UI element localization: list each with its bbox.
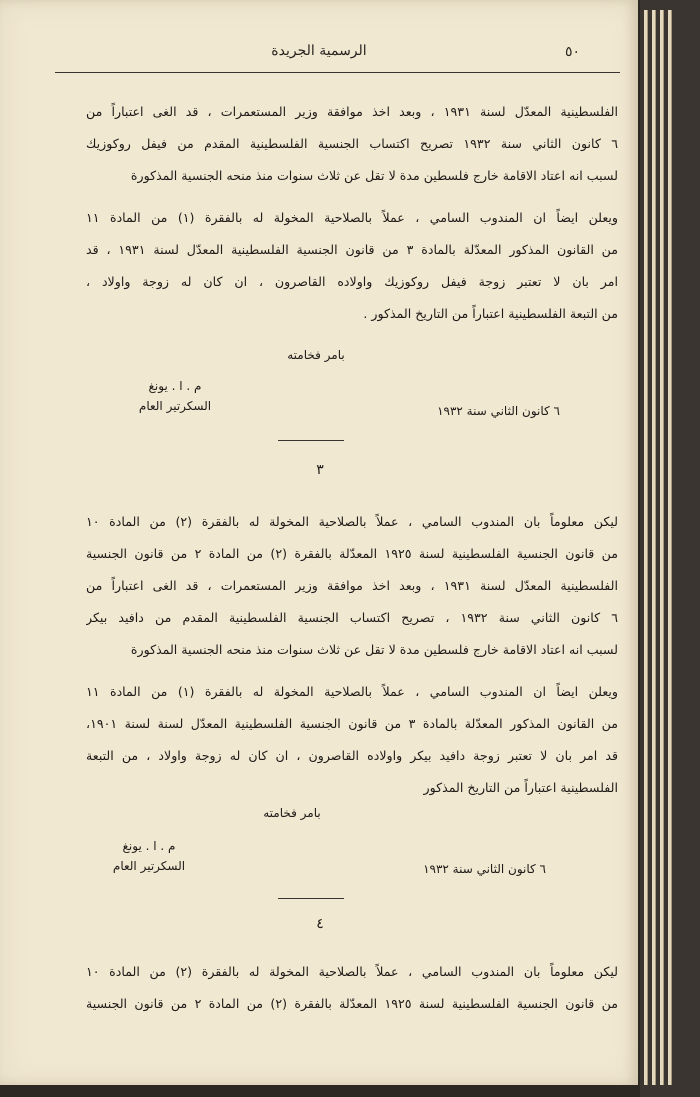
notice-date: ٦ كانون الثاني سنة ١٩٣٢ xyxy=(437,404,560,418)
text-line: من قانون الجنسية الفلسطينية لسنة ١٩٢٥ المعدّلة بالفقرة (٢) من المادة ٢ من قانون الجنسية xyxy=(86,546,618,561)
text-line: الفلسطينية المعدّل لسنة ١٩٣١ ، وبعد اخذ موافقة وزير المستعمرات ، قد الغى اعتباراً من xyxy=(86,104,618,119)
text-line: امر بان لا تعتبر زوجة فيفل روكوزيك واولاده القاصرون ، ان كان له زوجة واولاد ، xyxy=(86,274,618,289)
text-line: ليكن معلوماً بان المندوب السامي ، عملاً بالصلاحية المخولة له بالفقرة (٢) من المادة ١٠ xyxy=(86,514,618,529)
signer-name: م . ا . يونغ xyxy=(148,379,202,393)
section-divider xyxy=(278,440,344,441)
paragraph xyxy=(86,202,618,330)
text-line: ٦ كانون الثاني سنة ١٩٣٢ ، تصريح اكتساب الجنسية الفلسطينية المقدم من دافيد بيكر xyxy=(86,610,618,625)
text-line: الفلسطينية اعتباراً من التاريخ المذكور xyxy=(423,780,618,795)
text-line: من التبعة الفلسطينية اعتباراً من التاريخ المذكور . xyxy=(363,306,618,321)
page-edge xyxy=(660,10,664,1085)
signer-title: السكرتير العام xyxy=(112,859,186,873)
signature-block xyxy=(94,836,204,876)
paragraph xyxy=(86,506,618,666)
paragraph xyxy=(86,956,618,1020)
section-divider xyxy=(278,898,344,899)
page-header-title: الرسمية الجريدة xyxy=(271,43,367,59)
paragraph xyxy=(86,676,618,804)
header-rule xyxy=(55,72,620,73)
by-order-line: بامر فخامته xyxy=(263,806,321,820)
text-line: ويعلن ايضاً ان المندوب السامي ، عملاً بالصلاحية المخولة له بالفقرة (١) من المادة ١١ xyxy=(86,684,618,699)
signer-name: م . ا . يونغ xyxy=(122,839,176,853)
signer-title: السكرتير العام xyxy=(138,399,212,413)
page-number: ٥٠ xyxy=(565,44,581,60)
notice-date: ٦ كانون الثاني سنة ١٩٣٢ xyxy=(423,862,546,876)
text-line: من القانون المذكور المعدّلة بالمادة ٣ من قانون الجنسية الفلسطينية المعدّل لسنة لسنة ١٩٠١، xyxy=(86,716,618,731)
section-number: ٤ xyxy=(316,916,324,932)
page-edge xyxy=(652,10,656,1085)
paragraph xyxy=(86,96,618,192)
text-line: من قانون الجنسية الفلسطينية لسنة ١٩٢٥ المعدّلة بالفقرة (٢) من المادة ٢ من قانون الجنسية xyxy=(86,996,618,1011)
text-line: قد امر بان لا تعتبر زوجة دافيد بيكر واولاده القاصرون ، ان كان له زوجة واولاد ، من التبعة xyxy=(86,748,618,763)
text-line: الفلسطينية المعدّل لسنة ١٩٣١ ، وبعد اخذ موافقة وزير المستعمرات ، قد الغى اعتباراً من xyxy=(86,578,618,593)
text-line: ويعلن ايضاً ان المندوب السامي ، عملاً بالصلاحية المخولة له بالفقرة (١) من المادة ١١ xyxy=(86,210,618,225)
book-edge xyxy=(640,0,700,1097)
section-number: ٣ xyxy=(316,462,324,478)
text-line: من القانون المذكور المعدّلة بالمادة ٣ من قانون الجنسية الفلسطينية المعدّل لسنة ١٩٣١ ، قد xyxy=(86,242,618,257)
signature-block xyxy=(120,376,230,416)
text-line: لسبب انه اعتاد الاقامة خارج فلسطين مدة لا تقل عن ثلاث سنوات منذ منحه الجنسية المذكورة xyxy=(130,168,618,183)
by-order-line: بامر فخامته xyxy=(287,348,345,362)
text-line: ٦ كانون الثاني سنة ١٩٣٢ تصريح اكتساب الجنسية الفلسطينية المقدم من فيفل روكوزيك xyxy=(86,136,618,151)
text-line: ليكن معلوماً بان المندوب السامي ، عملاً بالصلاحية المخولة له بالفقرة (٢) من المادة ١٠ xyxy=(86,964,618,979)
text-line: لسبب انه اعتاد الاقامة خارج فلسطين مدة لا تقل عن ثلاث سنوات منذ منحه الجنسية المذكورة xyxy=(130,642,618,657)
page-edge xyxy=(668,10,672,1085)
page-edge xyxy=(644,10,648,1085)
